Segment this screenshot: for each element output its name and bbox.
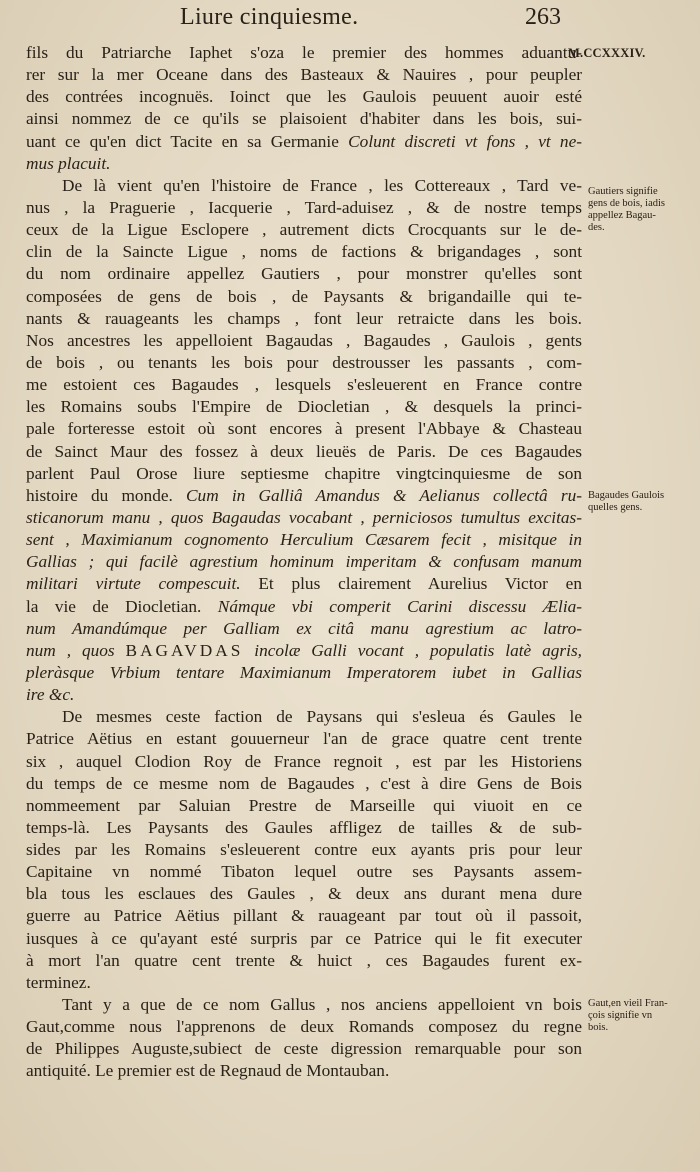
text-line: de Sainct Maur des fossez à deux lieuës de Paris. De ces Bagaudes [26,441,582,461]
text-line [26,485,582,507]
small-caps-word: BAGAVDAS [125,640,244,660]
latin-quote: militari virtute compescuit. [26,574,241,594]
latin-quote: pleràsque Vrbium tentare Maximianum Imperatorem iubet in Gallias [26,662,582,682]
latin-quote: mus placuit. [26,153,111,173]
text-line: à mort l'an quatre cent trente & huict , ces Bagaudes furent ex- [26,950,582,970]
text-fragment: histoire du monde. [26,485,173,505]
margin-note-line: appellez Bagau- [588,210,656,221]
text-line: ainsi nommez de ce qu'ils se plaisoient d'habiter dans les bois, sui- [26,109,582,129]
text-line: temps-là. Les Paysants des Gaules affligez de tailles & de sub- [26,817,582,837]
text-line: iusques à ce qu'ayant esté surpris par ce Patrice qui le fit executer [26,928,582,948]
margin-note-line: çois signifie vn [588,1010,653,1021]
text-line [26,640,582,662]
page-number: 263 [525,4,561,30]
text-line: guerre au Patrice Aëtius pillant & rauageant par tout où il passoit, [26,906,582,926]
text-line: nus , la Praguerie , Iacquerie , Tard-aduisez , & de nostre temps [26,197,582,217]
paragraph-start: Tant y a que de ce nom Gallus , nos anciens appelloient vn bois [62,995,582,1015]
text-line: Nos ancestres les appelloient Bagaudas , Bagaudes , Gaulois , gents [26,330,582,350]
text-line: antiquité. Le premier est de Regnaud de Montauban. [26,1061,390,1081]
margin-note-gautiers [588,186,696,234]
text-line [26,573,582,595]
latin-quote: Gallias ; qui facilè agrestium hominum imperitam & confusam manum [26,552,582,572]
margin-note-bagaudes [588,490,696,514]
text-line [26,596,582,618]
text-line: du temps de ce mesme nom de Bagaudes , c'est à dire Gens de Bois [26,773,582,793]
text-line [26,507,582,529]
text-line [26,551,582,573]
text-line: Patrice Aëtius en estant gouuerneur l'an de grace quatre cent trente [26,729,582,749]
text-line [26,131,582,153]
text-line: me estoient ces Bagaudes , lesquels s'esleuerent en France contre [26,375,582,395]
text-line: sides par les Romains s'esleuerent contre eux ayants pris pour leur [26,840,582,860]
paragraph-start: De là vient qu'en l'histoire de France , les Cottereaux , Tard ve- [62,175,582,195]
latin-quote: incolæ Galli vocant , populatis latè agris, [254,640,582,660]
text-line: Capitaine vn nommé Tibaton lequel outre ses Paysants assem- [26,862,582,882]
text-line [26,153,582,175]
text-fragment: Et plus clairement Aurelius Victor en [258,574,582,594]
text-line: des contrées incognuës. Ioinct que les Gaulois peuuent auoir esté [26,87,582,107]
margin-note-line: gens de bois, iadis [588,198,665,209]
text-line: clin de la Saincte Ligue , noms de factions & brigandages , sont [26,242,582,262]
text-line: bla tous les esclaues des Gaules , & deux ans durant mena dure [26,884,582,904]
text-line: composées de gens de bois , de Paysants & brigandaille qui te- [26,286,582,306]
text-line: Gaut,comme nous l'apprenons de deux Romands composez du regne [26,1017,582,1037]
latin-quote: Colunt discreti vt fons , vt ne- [348,131,582,151]
margin-note-line: Gautiers signifie [588,186,658,197]
text-line: de Philippes Auguste,subiect de ceste digression remarquable pour son [26,1039,582,1059]
margin-note-line: Gaut,en vieil Fran- [588,998,668,1009]
margin-note-line: des. [588,222,605,233]
text-line: les Romains soubs l'Empire de Diocletian , & desquels la princi- [26,397,582,417]
body-text [26,42,582,1083]
text-line: nants & rauageants les champs , font leur retraicte dans les bois. [26,308,582,328]
latin-quote: num , quos [26,640,115,660]
latin-quote: Námque vbi comperit Carini discessu Ælia- [217,596,583,616]
latin-quote: num Amandúmque per Galliam ex citâ manu agrestium ac latro- [26,618,582,638]
latin-quote: sticanorum manu , quos Bagaudas vocabant , perniciosos tumultus excitas- [26,507,582,527]
text-line: parlent Paul Orose liure septiesme chapitre vingtcinquiesme de son [26,463,582,483]
text-line: de bois , ou tenants les bois pour destrousser les passants , com- [26,352,582,372]
text-fragment: la vie de Diocletian. [26,596,202,616]
text-line: ceux de la Ligue Esclopere , autrement dicts Crocquants sur le de- [26,220,582,240]
margin-year: M.CCXXXIV. [568,46,646,60]
latin-quote: sent , Maximianum cognomento Herculium Cæsarem fecit , misitque in [26,530,582,550]
text-line: six , auquel Clodion Roy de France regnoit , est par les Historiens [26,751,582,771]
text-line: nommeement par Saluian Prestre de Marseille qui viuoit en ce [26,795,582,815]
text-line: du nom ordinaire appellez Gautiers , pour monstrer qu'elles sont [26,264,582,284]
latin-quote: Cum in Galliâ Amandus & Aelianus collectâ ru- [186,485,582,505]
text-line [26,662,582,684]
text-line: fils du Patriarche Iaphet s'oza le premier des hommes aduantu- [26,43,582,62]
text-line: rer sur la mer Oceane dans des Basteaux & Nauires , pour peupler [26,65,582,85]
margin-note-gaut [588,998,696,1034]
margin-note-line: Bagaudes Gaulois [588,490,665,501]
text-line: terminez. [26,972,91,992]
text-line [26,684,582,706]
text-line [26,618,582,640]
paragraph-start: De mesmes ceste faction de Paysans qui s'esleua és Gaules le [62,707,582,727]
margin-note-line: quelles gens. [588,502,643,513]
margin-note-line: bois. [588,1022,609,1033]
text-fragment: uant ce qu'en dict Tacite en sa Germanie [26,131,339,151]
text-line [26,529,582,551]
latin-quote: ire &c. [26,685,75,705]
text-line: pale forteresse estoit où sont encores à present l'Abbaye & Chasteau [26,419,582,439]
running-head: Liure cinquiesme. [180,4,359,30]
